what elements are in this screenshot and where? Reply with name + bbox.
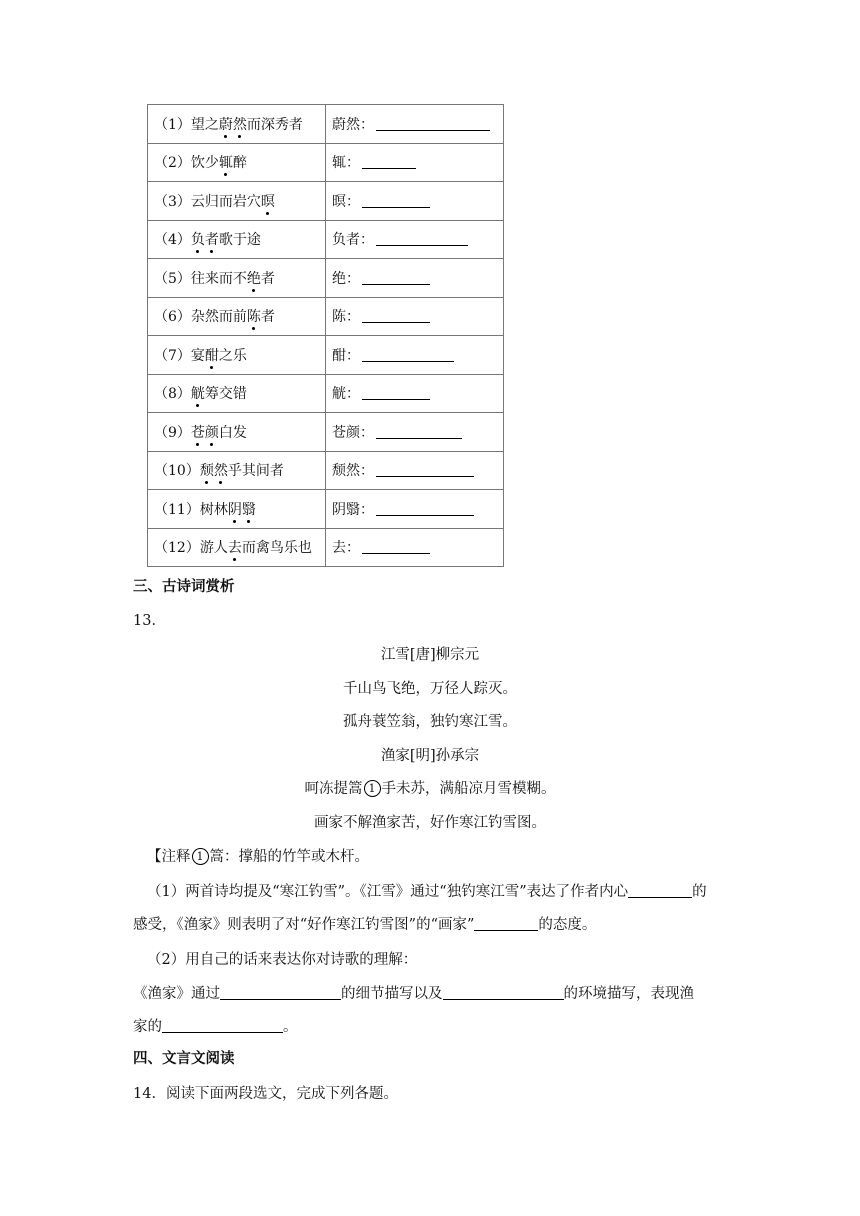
vocab-answer: 苍颜： — [326, 413, 504, 452]
vocab-row — [148, 336, 504, 375]
vocab-question: （5）往来而不绝者 — [148, 259, 326, 298]
answer-blank[interactable] — [362, 538, 430, 554]
answer-blank[interactable] — [376, 423, 462, 439]
vocab-row — [148, 182, 504, 221]
vocab-row — [148, 259, 504, 298]
vocab-question: （11）树林阴翳 — [148, 490, 326, 529]
answer-blank[interactable] — [443, 985, 564, 1000]
footnote-mark: 1 — [364, 780, 381, 797]
emphasized-word: 酣 — [205, 348, 219, 364]
emphasized-word: 苍颜 — [191, 425, 219, 441]
vocab-row — [148, 374, 504, 413]
emphasized-word: 颓然 — [200, 463, 228, 479]
emphasized-word: 暝 — [261, 194, 275, 210]
poem1-line2: 孤舟蓑笠翁，独钓寒江雪。 — [343, 714, 517, 730]
q13-part1-line2: 感受，《渔家》则表明了对“好作寒江钓雪图”的“画家” 的态度。 — [133, 917, 597, 933]
poem2-line2: 画家不解渔家苦，好作寒江钓雪图。 — [314, 815, 546, 831]
poem1-title: 江雪[唐]柳宗元 — [380, 647, 480, 663]
vocab-answer: 暝： — [326, 182, 504, 221]
annotation: 【注释 1 篙：撑船的竹竿或木杆。 — [147, 849, 369, 865]
question-number-13: 13． — [133, 613, 166, 629]
emphasized-word: 阴翳 — [228, 502, 256, 518]
answer-blank[interactable] — [362, 192, 430, 208]
vocab-answer: 辄： — [326, 143, 504, 182]
vocab-question: （2）饮少辄醉 — [148, 143, 326, 182]
answer-blank[interactable] — [362, 153, 416, 169]
vocab-answer: 颓然： — [326, 451, 504, 490]
answer-blank[interactable] — [362, 269, 430, 285]
answer-blank[interactable] — [362, 307, 430, 323]
emphasized-word: 去 — [228, 540, 242, 556]
vocab-row — [148, 143, 504, 182]
vocab-answer: 蔚然： — [326, 105, 504, 144]
vocab-question: （9）苍颜白发 — [148, 413, 326, 452]
q13-part2-line1: 《渔家》通过 的细节描写以及 的环境描写，表现渔 — [133, 986, 694, 1002]
vocab-question: （3）云归而岩穴暝 — [148, 182, 326, 221]
answer-blank[interactable] — [474, 916, 538, 931]
vocab-question: （8）觥筹交错 — [148, 374, 326, 413]
vocab-answer: 陈： — [326, 297, 504, 336]
vocab-answer: 阴翳： — [326, 490, 504, 529]
emphasized-word: 觥 — [191, 386, 205, 402]
vocab-row — [148, 105, 504, 144]
answer-blank[interactable] — [376, 115, 490, 131]
vocab-row — [148, 413, 504, 452]
poem2-title: 渔家[明]孙承宗 — [380, 748, 480, 764]
vocab-question: （12）游人去而禽鸟乐也 — [148, 528, 326, 567]
answer-blank[interactable] — [628, 883, 692, 898]
vocab-question: （7）宴酣之乐 — [148, 336, 326, 375]
vocab-row — [148, 528, 504, 567]
vocab-row — [148, 297, 504, 336]
answer-blank[interactable] — [362, 384, 430, 400]
q13-part2-line2: 家的 。 — [133, 1019, 298, 1035]
vocab-row — [148, 220, 504, 259]
answer-blank[interactable] — [376, 500, 474, 516]
answer-blank[interactable] — [362, 346, 454, 362]
answer-blank[interactable] — [162, 1018, 283, 1033]
answer-blank[interactable] — [220, 985, 341, 1000]
vocabulary-table — [147, 104, 504, 567]
poem2-line1: 呵冻提篙 1 手未苏，满船凉月雪模糊。 — [304, 781, 556, 797]
vocab-question: （4）负者歌于途 — [148, 220, 326, 259]
vocab-question: （1）望之蔚然而深秀者 — [148, 105, 326, 144]
vocab-answer: 去： — [326, 528, 504, 567]
emphasized-word: 负者 — [191, 232, 219, 248]
answer-blank[interactable] — [376, 461, 474, 477]
vocab-question: （10）颓然乎其间者 — [148, 451, 326, 490]
vocab-answer: 觥： — [326, 374, 504, 413]
emphasized-word: 绝 — [247, 271, 261, 287]
section-title-classical-reading: 四、文言文阅读 — [133, 1051, 235, 1067]
answer-blank[interactable] — [376, 230, 468, 246]
vocab-row — [148, 451, 504, 490]
poem1-line1: 千山鸟飞绝，万径人踪灭。 — [343, 681, 517, 697]
section-title-poetry: 三、古诗词赏析 — [133, 579, 235, 595]
q13-part2-prompt: （2）用自己的话来表达你对诗歌的理解： — [147, 952, 418, 968]
vocab-answer: 负者： — [326, 220, 504, 259]
q13-part1-line1: （1）两首诗均提及“寒江钓雪”。《江雪》通过“独钓寒江雪”表达了作者内心 的 — [147, 884, 707, 900]
vocab-answer: 酣： — [326, 336, 504, 375]
emphasized-word: 辄 — [219, 155, 233, 171]
vocab-question: （6）杂然而前陈者 — [148, 297, 326, 336]
vocab-answer: 绝： — [326, 259, 504, 298]
vocab-row — [148, 490, 504, 529]
emphasized-word: 陈 — [247, 309, 261, 325]
question-14: 14．阅读下面两段选文，完成下列各题。 — [133, 1086, 398, 1102]
emphasized-word: 蔚然 — [219, 117, 247, 133]
annotation-mark: 1 — [192, 848, 209, 865]
